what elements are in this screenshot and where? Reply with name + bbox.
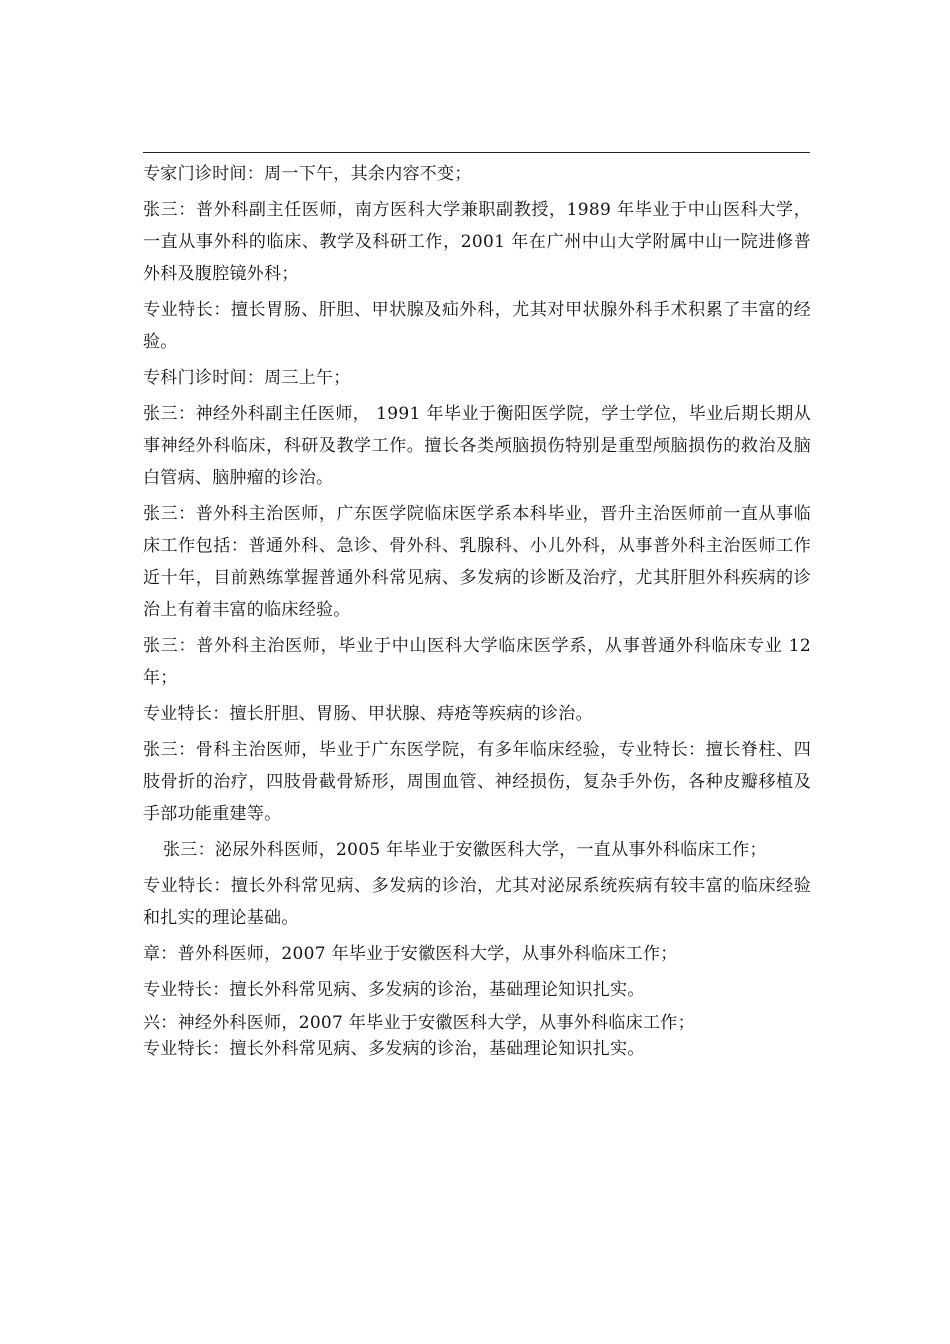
specialty-paragraph: 专业特长：擅长胃肠、肝胆、甲状腺及疝外科，尤其对甲状腺外科手术积累了丰富的经验。 xyxy=(143,300,811,352)
specialty-paragraph: 专业特长：擅长肝胆、胃肠、甲状腺、痔疮等疾病的诊治。 xyxy=(143,704,593,724)
header-rule xyxy=(143,152,810,153)
clinic-time-paragraph: 专科门诊时间：周三上午； xyxy=(143,368,351,388)
clinic-time-paragraph: 专家门诊时间：周一下午，其余内容不变； xyxy=(143,164,472,184)
doctor-bio-paragraph: 张三：普外科主治医师，毕业于中山医科大学临床医学系，从事普通外科临床专业 12 年； xyxy=(143,636,811,688)
doctor-bio-paragraph: 张三：普外科副主任医师，南方医科大学兼职副教授，1989 年毕业于中山医科大学，一直从事外科的临床、教学及科研工作，2001 年在广州中山大学附属中山一院进修普外科及腹腔镜外科； xyxy=(143,200,811,284)
doctor-bio-paragraph: 张三：神经外科副主任医师， 1991 年毕业于衡阳医学院，学士学位，毕业后期长期从事神经外科临床，科研及教学工作。擅长各类颅脑损伤特别是重型颅脑损伤的救治及脑白管病、脑肿瘤的诊治。 xyxy=(143,404,811,488)
doctor-bio-paragraph: 章：普外科医师，2007 年毕业于安徽医科大学，从事外科临床工作； xyxy=(143,944,678,964)
doctor-bio-paragraph: 张三：骨科主治医师，毕业于广东医学院，有多年临床经验，专业特长：擅长脊柱、四肢骨折的治疗，四肢骨截骨矫形，周围血管、神经损伤，复杂手外伤，各种皮瓣移植及手部功能重建等。 xyxy=(143,740,811,824)
doctor-bio-paragraph: 张三：普外科主治医师，广东医学院临床医学系本科毕业，晋升主治医师前一直从事临床工作包括：普通外科、急诊、骨外科、乳腺科、小儿外科，从事普外科主治医师工作近十年，目前熟练掌握普通外科常见病、多发病的诊断及治疗，尤其肝胆外科疾病的诊治上有着丰富的临床经验。 xyxy=(143,504,811,620)
specialty-paragraph: 专业特长：擅长外科常见病、多发病的诊治，基础理论知识扎实。 xyxy=(143,980,645,1000)
doctor-bio-paragraph: 兴：神经外科医师，2007 年毕业于安徽医科大学，从事外科临床工作； xyxy=(143,1013,695,1033)
document-body xyxy=(143,158,811,1062)
doctor-bio-paragraph: 张三：泌尿外科医师，2005 年毕业于安徽医科大学，一直从事外科临床工作； xyxy=(163,840,767,860)
specialty-paragraph: 专业特长：擅长外科常见病、多发病的诊治，基础理论知识扎实。 xyxy=(143,1039,645,1059)
specialty-paragraph: 专业特长：擅长外科常见病、多发病的诊治，尤其对泌尿系统疾病有较丰富的临床经验和扎实的理论基础。 xyxy=(143,876,811,928)
